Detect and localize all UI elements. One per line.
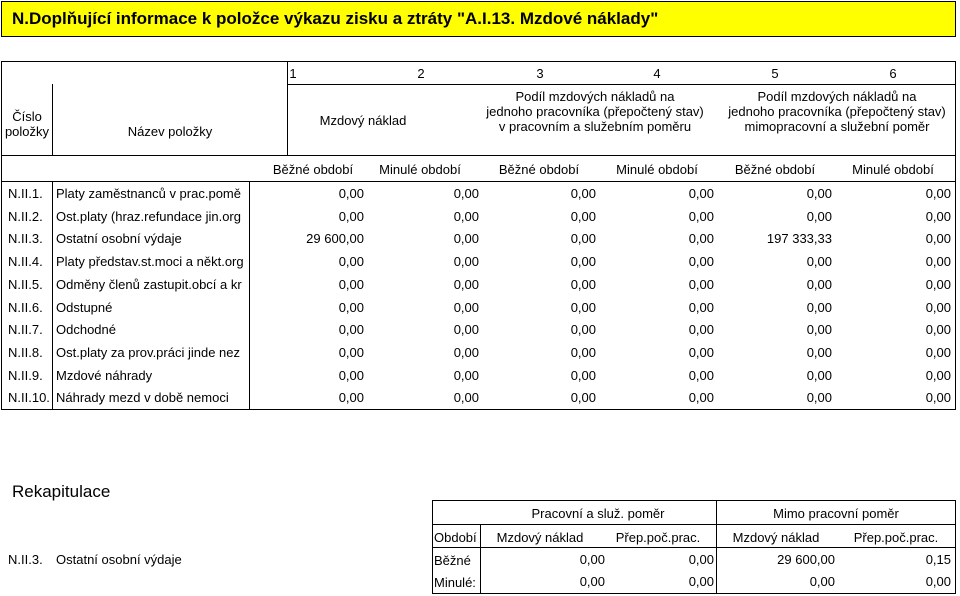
row-value: 0,00 bbox=[338, 344, 364, 360]
row-value: 0,00 bbox=[925, 344, 951, 360]
grid-line bbox=[432, 524, 956, 525]
rekap-col: Přep.poč.prac. bbox=[615, 530, 701, 545]
row-value: 29 600,00 bbox=[306, 231, 364, 247]
podil2-line: mimopracovní a služební poměr bbox=[744, 119, 930, 134]
period-label: Minulé období bbox=[852, 162, 934, 177]
row-name: Ost.platy za prov.práci jinde nez bbox=[56, 344, 241, 360]
row-value: 0,00 bbox=[570, 344, 596, 360]
row-value: 0,00 bbox=[925, 367, 951, 383]
grid-line bbox=[249, 181, 250, 410]
grid-line bbox=[1, 155, 956, 156]
cislo-line: Číslo bbox=[12, 109, 42, 124]
rekap-col: Přep.poč.prac. bbox=[853, 530, 939, 545]
row-value: 0,00 bbox=[688, 254, 714, 270]
col-number: 4 bbox=[653, 66, 661, 81]
col-number: 5 bbox=[771, 66, 779, 81]
period-label: Běžné období bbox=[734, 162, 816, 177]
row-value: 0,00 bbox=[806, 208, 832, 224]
podil1-header bbox=[470, 89, 720, 134]
row-value: 0,00 bbox=[925, 186, 951, 201]
row-name: Platy zaměstnanců v prac.pomě bbox=[56, 186, 241, 201]
row-name: Odstupné bbox=[56, 299, 113, 315]
row-value: 197 333,33 bbox=[766, 231, 832, 247]
title-bar bbox=[1, 1, 956, 37]
rekap-value: 0,15 bbox=[925, 552, 951, 567]
row-value: 0,00 bbox=[806, 344, 832, 360]
row-value: 0,00 bbox=[338, 208, 364, 224]
cislo-header bbox=[2, 109, 52, 139]
rekap-value: 0,00 bbox=[579, 574, 605, 589]
cislo-line: položky bbox=[4, 124, 50, 139]
rekap-value: 29 600,00 bbox=[777, 552, 835, 567]
rekap-group1: Pracovní a služ. poměr bbox=[531, 506, 665, 521]
row-value: 0,00 bbox=[570, 231, 596, 247]
rekap-value: 0,00 bbox=[688, 552, 714, 567]
row-code: N.II.9. bbox=[8, 367, 43, 383]
row-name: Ost.platy (hraz.refundace jin.org bbox=[56, 208, 241, 224]
rekap-value: 0,00 bbox=[579, 552, 605, 567]
row-value: 0,00 bbox=[925, 254, 951, 270]
page-title: N.Doplňující informace k položce výkazu zisku a ztráty "A.I.13. Mzdové náklady" bbox=[12, 9, 659, 28]
row-value: 0,00 bbox=[338, 367, 364, 383]
row-value: 0,00 bbox=[453, 299, 479, 315]
col-number: 1 bbox=[289, 66, 297, 81]
row-value: 0,00 bbox=[453, 322, 479, 338]
row-value: 0,00 bbox=[925, 208, 951, 224]
row-value: 0,00 bbox=[925, 299, 951, 315]
row-value: 0,00 bbox=[570, 208, 596, 224]
row-value: 0,00 bbox=[806, 390, 832, 406]
row-code: N.II.2. bbox=[8, 208, 43, 224]
row-value: 0,00 bbox=[688, 322, 714, 338]
row-value: 0,00 bbox=[925, 276, 951, 292]
col-number: 2 bbox=[417, 66, 425, 81]
row-value: 0,00 bbox=[570, 367, 596, 383]
period-label: Minulé období bbox=[379, 162, 461, 177]
row-code: N.II.6. bbox=[8, 299, 43, 315]
row-value: 0,00 bbox=[338, 322, 364, 338]
nazev-header: Název položky bbox=[127, 124, 213, 139]
row-value: 0,00 bbox=[338, 186, 364, 201]
rekap-col: Mzdový náklad bbox=[732, 530, 820, 545]
row-name: Mzdové náhrady bbox=[56, 367, 153, 383]
grid-line bbox=[1, 181, 956, 182]
podil2-header bbox=[712, 89, 960, 134]
row-name: Odchodné bbox=[56, 322, 116, 338]
grid-line bbox=[432, 547, 956, 548]
row-value: 0,00 bbox=[570, 186, 596, 201]
row-code: N.II.5. bbox=[8, 276, 43, 292]
rekap-value: 0,00 bbox=[925, 574, 951, 589]
podil1-line: v pracovním a služebním poměru bbox=[498, 119, 692, 134]
row-value: 0,00 bbox=[453, 254, 479, 270]
row-value: 0,00 bbox=[570, 254, 596, 270]
row-value: 0,00 bbox=[925, 231, 951, 247]
row-value: 0,00 bbox=[688, 276, 714, 292]
row-value: 0,00 bbox=[688, 208, 714, 224]
grid-line bbox=[52, 181, 53, 410]
row-value: 0,00 bbox=[453, 208, 479, 224]
rekap-col: Mzdový náklad bbox=[496, 530, 584, 545]
row-value: 0,00 bbox=[688, 231, 714, 247]
rekap-value: 0,00 bbox=[809, 574, 835, 589]
rekap-minule-label: Minulé: bbox=[434, 575, 476, 590]
row-value: 0,00 bbox=[338, 299, 364, 315]
row-value: 0,00 bbox=[453, 186, 479, 201]
period-label: Běžné období bbox=[498, 162, 580, 177]
period-label: Běžné období bbox=[272, 162, 354, 177]
row-value: 0,00 bbox=[806, 276, 832, 292]
row-value: 0,00 bbox=[338, 276, 364, 292]
rekap-group2: Mimo pracovní poměr bbox=[773, 506, 899, 521]
row-code: N.II.10. bbox=[8, 390, 50, 406]
row-value: 0,00 bbox=[688, 344, 714, 360]
podil1-line: jednoho pracovníka (přepočtený stav) bbox=[486, 104, 704, 119]
row-value: 0,00 bbox=[806, 299, 832, 315]
podil2-line: jednoho pracovníka (přepočtený stav) bbox=[728, 104, 946, 119]
rekap-obdobi: Období bbox=[434, 530, 477, 545]
row-value: 0,00 bbox=[806, 186, 832, 201]
row-value: 0,00 bbox=[338, 254, 364, 270]
rekap-value: 0,00 bbox=[688, 574, 714, 589]
row-value: 0,00 bbox=[925, 390, 951, 406]
row-value: 0,00 bbox=[806, 367, 832, 383]
grid-line bbox=[287, 84, 956, 85]
col-number: 6 bbox=[889, 66, 897, 81]
row-name: Platy představ.st.moci a někt.org bbox=[56, 254, 244, 270]
row-name: Ostatní osobní výdaje bbox=[56, 231, 182, 247]
rekap-code: N.II.3. bbox=[8, 552, 43, 567]
grid-line bbox=[52, 84, 53, 156]
period-label: Minulé období bbox=[616, 162, 698, 177]
row-code: N.II.7. bbox=[8, 322, 43, 338]
row-value: 0,00 bbox=[925, 322, 951, 338]
mzdovy-header: Mzdový náklad bbox=[319, 113, 407, 128]
col-number: 3 bbox=[536, 66, 544, 81]
rekap-title: Rekapitulace bbox=[12, 482, 111, 501]
row-value: 0,00 bbox=[688, 367, 714, 383]
row-value: 0,00 bbox=[338, 390, 364, 406]
rekap-bezne-label: Běžné bbox=[434, 553, 471, 568]
row-value: 0,00 bbox=[453, 390, 479, 406]
row-value: 0,00 bbox=[806, 254, 832, 270]
row-value: 0,00 bbox=[570, 276, 596, 292]
rekap-name: Ostatní osobní výdaje bbox=[56, 552, 182, 567]
row-value: 0,00 bbox=[453, 367, 479, 383]
row-code: N.II.3. bbox=[8, 231, 43, 247]
row-value: 0,00 bbox=[688, 186, 714, 201]
row-value: 0,00 bbox=[453, 231, 479, 247]
row-value: 0,00 bbox=[688, 390, 714, 406]
row-code: N.II.4. bbox=[8, 254, 43, 270]
row-value: 0,00 bbox=[453, 276, 479, 292]
row-name: Náhrady mezd v době nemoci bbox=[56, 390, 229, 406]
podil2-line: Podíl mzdových nákladů na bbox=[757, 89, 917, 104]
row-value: 0,00 bbox=[688, 299, 714, 315]
row-name: Odměny členů zastupit.obcí a kr bbox=[56, 276, 242, 292]
row-value: 0,00 bbox=[570, 322, 596, 338]
row-code: N.II.1. bbox=[8, 186, 43, 201]
row-value: 0,00 bbox=[806, 322, 832, 338]
row-code: N.II.8. bbox=[8, 344, 43, 360]
podil1-line: Podíl mzdových nákladů na bbox=[515, 89, 675, 104]
row-value: 0,00 bbox=[453, 344, 479, 360]
row-value: 0,00 bbox=[570, 390, 596, 406]
row-value: 0,00 bbox=[570, 299, 596, 315]
